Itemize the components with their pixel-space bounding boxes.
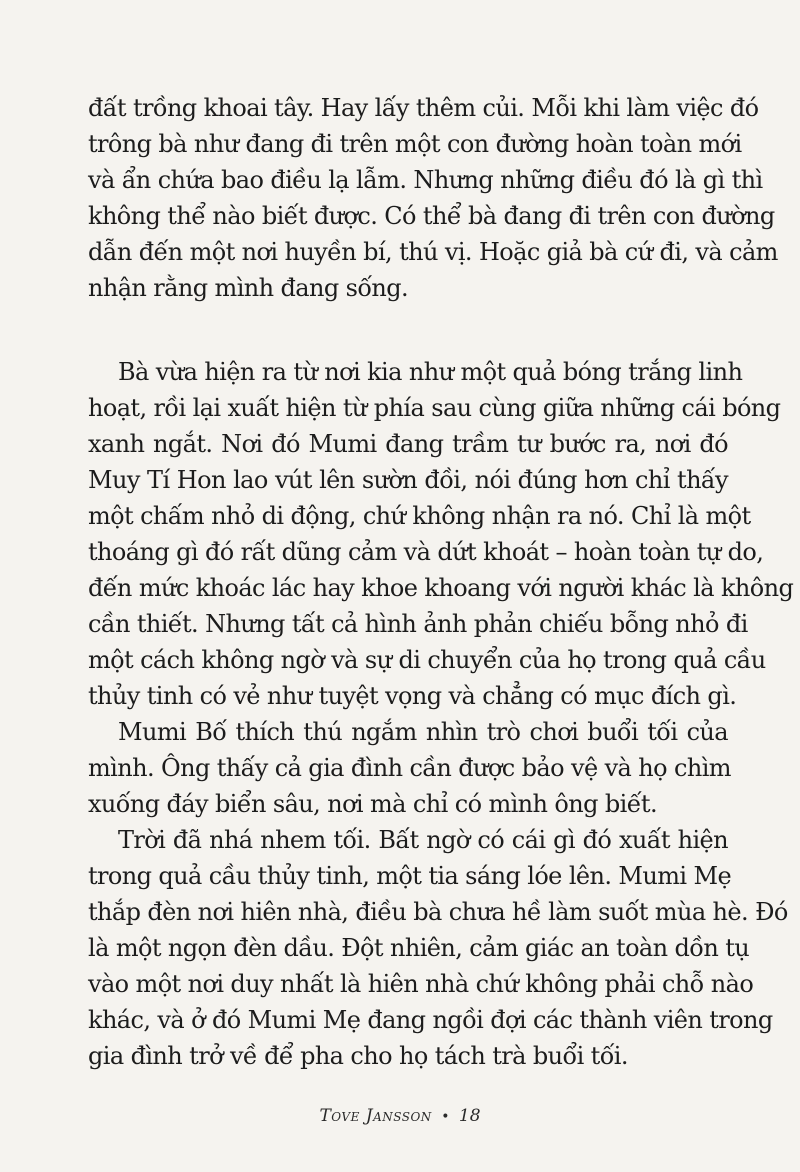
text-line: mình. Ông thấy cả gia đình cần được bảo vệ và họ chìm bbox=[88, 754, 731, 782]
paragraph-2 bbox=[88, 354, 794, 714]
text-line: Muy Tí Hon lao vút lên sườn đồi, nói đúng hơn chỉ thấy bbox=[88, 466, 728, 494]
paragraph-4 bbox=[88, 822, 788, 1074]
text-line: một chấm nhỏ di động, chứ không nhận ra nó. Chỉ là một bbox=[88, 502, 751, 530]
text-line: Bà vừa hiện ra từ nơi kia như một quả bóng trắng linh bbox=[118, 358, 743, 386]
text-line: thoáng gì đó rất dũng cảm và dứt khoát – hoàn toàn tự do, bbox=[88, 538, 764, 566]
footer-separator: • bbox=[441, 1108, 450, 1125]
author-name: Tove Jansson bbox=[319, 1106, 432, 1126]
page-footer bbox=[0, 1106, 800, 1126]
text-line: và ẩn chứa bao điều lạ lẫm. Nhưng những điều đó là gì thì bbox=[88, 166, 763, 194]
text-line: một cách không ngờ và sự di chuyển của họ trong quả cầu bbox=[88, 646, 766, 674]
text-line: cần thiết. Nhưng tất cả hình ảnh phản chiếu bỗng nhỏ đi bbox=[88, 610, 748, 638]
paragraph-3 bbox=[88, 714, 731, 822]
text-line: vào một nơi duy nhất là hiên nhà chứ không phải chỗ nào bbox=[88, 970, 754, 998]
text-line: Mumi Bố thích thú ngắm nhìn trò chơi buổi tối của bbox=[118, 718, 728, 746]
text-line: không thể nào biết được. Có thể bà đang đi trên con đường bbox=[88, 202, 775, 230]
text-line: nhận rằng mình đang sống. bbox=[88, 274, 409, 302]
text-line: đến mức khoác lác hay khoe khoang với người khác là không bbox=[88, 574, 794, 602]
page-number: 18 bbox=[458, 1106, 481, 1126]
text-line: thủy tinh có vẻ như tuyệt vọng và chẳng có mục đích gì. bbox=[88, 682, 737, 710]
text-line: thắp đèn nơi hiên nhà, điều bà chưa hề làm suốt mùa hè. Đó bbox=[88, 898, 788, 926]
text-line: đất trồng khoai tây. Hay lấy thêm củi. Mỗi khi làm việc đó bbox=[88, 94, 759, 122]
text-line: gia đình trở về để pha cho họ tách trà buổi tối. bbox=[88, 1042, 628, 1070]
paragraph-1 bbox=[88, 90, 778, 306]
text-line: xanh ngắt. Nơi đó Mumi đang trầm tư bước ra, nơi đó bbox=[88, 430, 728, 458]
text-line: trong quả cầu thủy tinh, một tia sáng lóe lên. Mumi Mẹ bbox=[88, 862, 732, 890]
text-line: hoạt, rồi lại xuất hiện từ phía sau cùng giữa những cái bóng bbox=[88, 394, 781, 422]
text-line: Trời đã nhá nhem tối. Bất ngờ có cái gì đó xuất hiện bbox=[118, 826, 728, 854]
text-line: trông bà như đang đi trên một con đường hoàn toàn mới bbox=[88, 130, 742, 158]
text-line: dẫn đến một nơi huyền bí, thú vị. Hoặc giả bà cứ đi, và cảm bbox=[88, 238, 778, 266]
text-line: xuống đáy biển sâu, nơi mà chỉ có mình ông biết. bbox=[88, 790, 657, 818]
text-line: khác, và ở đó Mumi Mẹ đang ngồi đợi các thành viên trong bbox=[88, 1006, 773, 1034]
text-line: là một ngọn đèn dầu. Đột nhiên, cảm giác an toàn dồn tụ bbox=[88, 934, 750, 962]
